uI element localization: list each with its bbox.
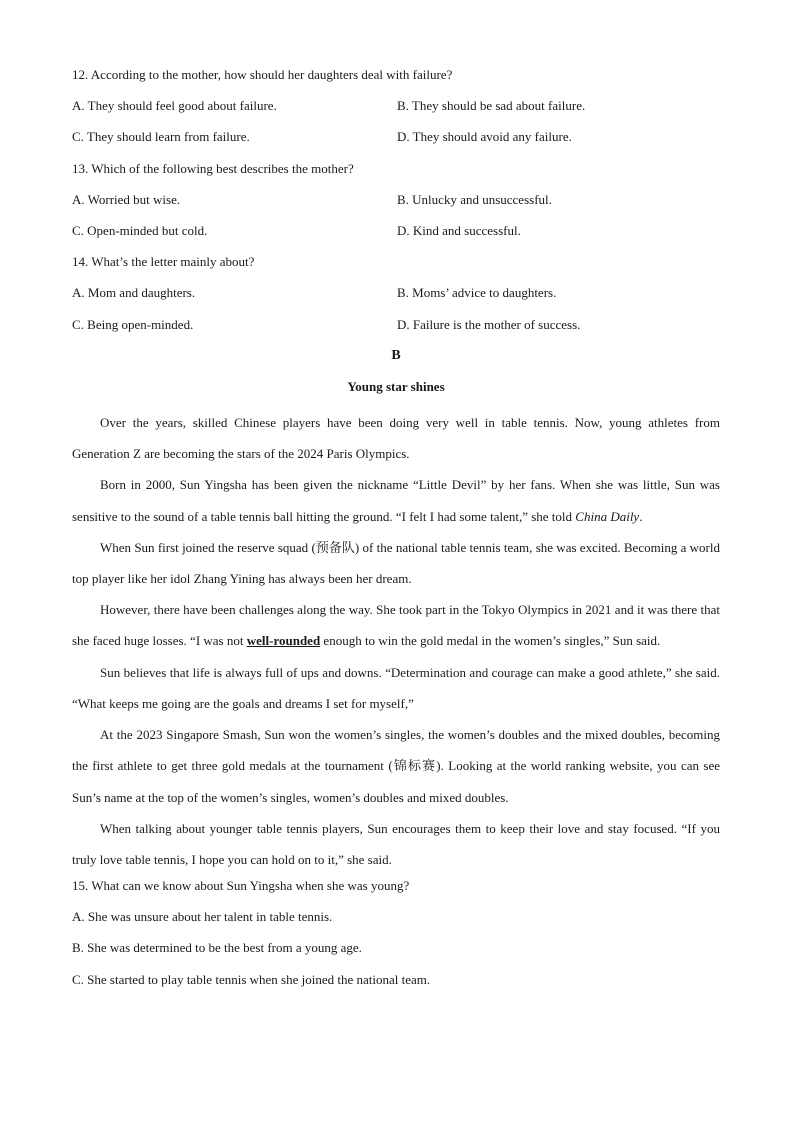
paragraph-4-text: However, there have been challenges along the way. She took part in the Tokyo Olympics in 2021 and it was there that she faced huge losses. “I was not <box>72 602 720 649</box>
passage-title: Young star shines <box>347 378 445 394</box>
option-13-b[interactable]: B. Unlucky and unsuccessful. <box>397 191 552 207</box>
section-letter: B <box>391 347 401 363</box>
question-14-options-row-1 <box>72 282 720 313</box>
option-12-c[interactable]: C. They should learn from failure. <box>72 129 250 145</box>
option-14-d[interactable]: D. Failure is the mother of success. <box>397 316 581 332</box>
option-13-a[interactable]: A. Worried but wise. <box>72 191 181 207</box>
passage-paragraph-4 <box>72 594 720 656</box>
option-13-d[interactable]: D. Kind and successful. <box>397 222 521 238</box>
option-12-b[interactable]: B. They should be sad about failure. <box>397 98 586 114</box>
paragraph-2-text: Born in 2000, Sun Yingsha has been given the nickname “Little Devil” by her fans. When she was little, Sun was sensitive to the sound of a table tennis ball hitting the ground. “I felt I had some talent,” she told <box>72 477 720 524</box>
exam-page <box>72 64 720 1000</box>
passage-paragraph-5: Sun believes that life is always full of ups and downs. “Determination and courage can make a good athlete,” she said. “What keeps me going are the goals and dreams I set for myself,” <box>72 664 720 711</box>
option-15-a[interactable]: A. She was unsure about her talent in table tennis. <box>72 909 333 925</box>
question-14-stem: 14. What’s the letter mainly about? <box>72 254 255 270</box>
option-12-a[interactable]: A. They should feel good about failure. <box>72 98 277 114</box>
passage-paragraph-2 <box>72 469 720 531</box>
question-12-options-row-1 <box>72 95 720 126</box>
underlined-word: well-rounded <box>246 633 321 649</box>
newspaper-name: China Daily <box>575 508 640 524</box>
passage-paragraph-3: When Sun first joined the reserve squad (预备队) of the national table tennis team, she was excited. Becoming a world top player like her idol Zhang Yining has always been her dream. <box>72 539 720 587</box>
option-15-b[interactable]: B. She was determined to be the best from a young age. <box>72 940 362 956</box>
question-15-stem: 15. What can we know about Sun Yingsha when she was young? <box>72 878 410 894</box>
option-13-c[interactable]: C. Open-minded but cold. <box>72 222 208 238</box>
question-13-options-row-2 <box>72 220 720 251</box>
passage-paragraph-7: When talking about younger table tennis players, Sun encourages them to keep their love and stay focused. “If you truly love table tennis, I hope you can hold on to it,” she said. <box>72 820 720 867</box>
option-14-c[interactable]: C. Being open-minded. <box>72 316 194 332</box>
question-14-options-row-2 <box>72 314 720 345</box>
question-12-options-row-2 <box>72 126 720 157</box>
question-12-stem: 12. According to the mother, how should her daughters deal with failure? <box>72 67 453 82</box>
paragraph-2-end: . <box>639 508 643 524</box>
option-14-b[interactable]: B. Moms’ advice to daughters. <box>397 285 557 301</box>
passage-paragraph-1: Over the years, skilled Chinese players have been doing very well in table tennis. Now, young athletes from Generation Z are becoming the stars of the 2024 Paris Olympics. <box>72 415 720 462</box>
question-13-options-row-1 <box>72 189 720 220</box>
option-14-a[interactable]: A. Mom and daughters. <box>72 285 196 301</box>
paragraph-4-end: enough to win the gold medal in the women’s singles,” Sun said. <box>320 633 661 649</box>
passage-paragraph-6: At the 2023 Singapore Smash, Sun won the women’s singles, the women’s doubles and the mixed doubles, becoming the first athlete to get three gold medals at the tournament (锦标赛). Looking at the world ranking website, you can see Sun’s name at the top of the women’s singles, women’s doubles and mixed doubles. <box>72 727 720 805</box>
option-15-c[interactable]: C. She started to play table tennis when she joined the national team. <box>72 971 431 987</box>
option-12-d[interactable]: D. They should avoid any failure. <box>397 129 572 145</box>
question-13-stem: 13. Which of the following best describes the mother? <box>72 160 354 176</box>
